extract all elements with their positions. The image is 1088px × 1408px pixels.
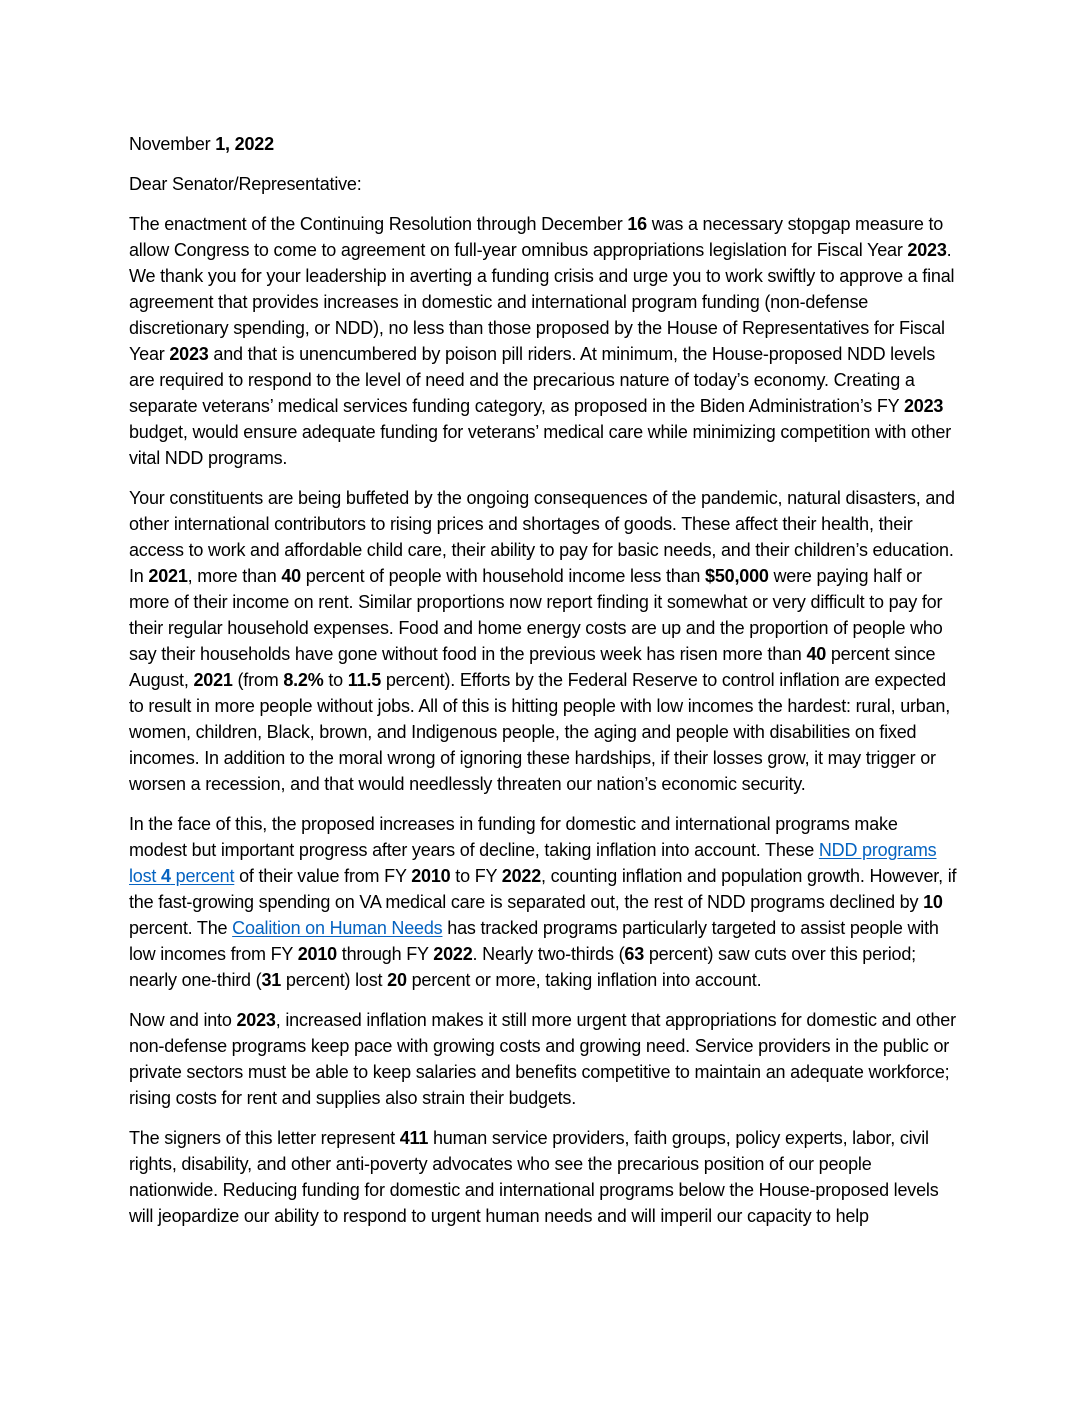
text-run: human service providers, faith groups, policy experts, labor, civil rights, disability, and other anti-poverty advocates who see the precarious position of our people nationwide. Reducing funding for domestic and international programs below the House-proposed levels will jeopardize our ability to respond to urgent human needs and will imperil our capacity to help	[129, 1128, 939, 1226]
text-run: (from	[232, 670, 284, 690]
text-run: $50,000	[705, 566, 769, 586]
text-run: 16	[627, 214, 647, 234]
text-run: The signers of this letter represent	[129, 1128, 400, 1148]
text-run: 2022	[433, 944, 473, 964]
text-run: 8.2%	[283, 670, 324, 690]
text-run: . Nearly two-thirds (	[472, 944, 625, 964]
text-run: 2021	[148, 566, 188, 586]
text-run: was a necessary stopgap measure to allow Congress to come to agreement on full-year omnibus appropriations legislation for Fiscal Year	[129, 214, 944, 260]
text-run: 2010	[411, 866, 451, 886]
letter-salutation	[129, 171, 959, 197]
text-run: 2023	[169, 344, 209, 364]
text-run: 2021	[193, 670, 233, 690]
text-run: has tracked programs particularly targeted to assist people with low incomes from FY	[129, 918, 939, 964]
ndd-programs-lost-4-percent-link[interactable]: NDD programs lost	[129, 840, 937, 886]
coalition-on-human-needs-link[interactable]: Coalition on Human Needs	[232, 918, 443, 938]
text-run: to	[323, 670, 348, 690]
text-run: 10	[923, 892, 943, 912]
letter-paragraph-5	[129, 1125, 959, 1229]
text-run: percent or more, taking inflation into account.	[406, 970, 762, 990]
letter-paragraph-1	[129, 211, 959, 471]
text-run: percent) lost	[281, 970, 388, 990]
letter-paragraph-3	[129, 811, 959, 993]
text-run: 2023	[236, 1010, 276, 1030]
text-run: percent). Efforts by the Federal Reserve to control inflation are expected to result in more people without jobs. All of this is hitting people with low incomes the hardest: rural, urban, women, children, Black, brown, and Indigenous people, the aging and people with disabilities on fixed incomes. In addition to the moral wrong of ignoring these hardships, if their losses grow, it may trigger or worsen a recession, and that would needlessly threaten our nation’s economic security.	[129, 670, 951, 794]
text-run: 2023	[907, 240, 947, 260]
text-run: , more than	[187, 566, 282, 586]
text-run: 2023	[903, 396, 944, 416]
letter-paragraph-2	[129, 485, 959, 797]
text-run: 2010	[297, 944, 337, 964]
text-run: In the face of this, the proposed increases in funding for domestic and international programs make modest but important progress after years of decline, taking inflation into account. These	[129, 814, 898, 860]
text-run: 2022	[501, 866, 542, 886]
text-run: 40	[806, 644, 827, 664]
text-run: were paying half or more of their income on rent. Similar proportions now report finding it somewhat or very difficult to pay for their regular household expenses. Food and home energy costs are up and the proportion of people who say their households have gone without food in the previous week has risen more than	[129, 566, 943, 664]
text-run: percent) saw cuts over this period; nearly one-third (	[129, 944, 916, 990]
ndd-programs-lost-4-percent-link[interactable]: 4	[161, 866, 171, 886]
text-run: 40	[281, 566, 301, 586]
text-run: The enactment of the Continuing Resolution through December	[129, 214, 628, 234]
text-run: 63	[624, 944, 645, 964]
letter-paragraph-4	[129, 1007, 959, 1111]
text-run: percent of people with household income less than	[300, 566, 706, 586]
text-run: Now and into	[129, 1010, 237, 1030]
text-run: , counting inflation and population growth. However, if the fast-growing spending on VA medical care is separated out, the rest of NDD programs declined by	[129, 866, 957, 912]
text-run: . We thank you for your leadership in averting a funding crisis and urge you to work swiftly to approve a final agreement that provides increases in domestic and international program funding (non-defense discretionary spending, or NDD), no less than those proposed by the House of Representatives for Fiscal Year	[129, 240, 955, 364]
text-run: 20	[387, 970, 407, 990]
text-run: Your constituents are being buffeted by the ongoing consequences of the pandemic, natural disasters, and other international contributors to rising prices and shortages of goods. These affect their health, their access to work and affordable child care, their ability to pay for basic needs, and their children’s education. In	[129, 488, 955, 586]
text-run: 11.5	[347, 670, 382, 690]
text-run: 31	[261, 970, 282, 990]
text-run: 1, 2022	[215, 134, 274, 154]
text-run: through FY	[336, 944, 434, 964]
text-run: November	[129, 134, 216, 154]
text-run: , increased inflation makes it still more urgent that appropriations for domestic and other non-defense programs keep pace with growing costs and growing need. Service providers in the public or private sectors must be able to keep salaries and benefits competitive to maintain an adequate workforce; rising costs for rent and supplies also strain their budgets.	[129, 1010, 956, 1108]
text-run: of their value from FY	[234, 866, 412, 886]
text-run: 411	[399, 1128, 429, 1148]
text-run: budget, would ensure adequate funding for veterans’ medical care while minimizing competition with other vital NDD programs.	[129, 422, 952, 468]
text-run: Dear Senator/Representative:	[129, 174, 362, 194]
text-run: percent since August,	[129, 644, 936, 690]
text-run: percent. The	[129, 918, 233, 938]
text-run: to FY	[450, 866, 502, 886]
letter-date	[129, 131, 959, 157]
ndd-programs-lost-4-percent-link[interactable]: percent	[170, 866, 235, 886]
text-run: and that is unencumbered by poison pill riders. At minimum, the House-proposed NDD levels are required to respond to the level of need and the precarious nature of today’s economy. Creating a separate veterans’ medical services funding category, as proposed in the Biden Administration’s FY	[129, 344, 935, 416]
